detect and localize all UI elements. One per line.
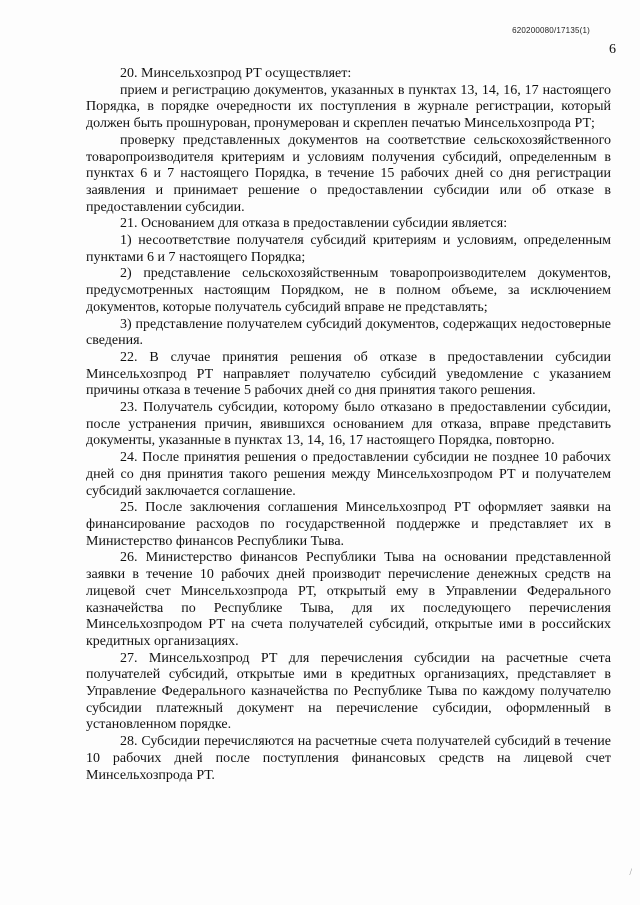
paragraph-26: 26. Министерство финансов Республики Тыва на основании представленной заявки в течение 10 рабочих дней производит перечисление денежных средств на лицевой счет Минсельхозпрода РТ, открытый ему в Управлении Федерального казначейства по Республике Тыва, для их последующего перечисления Минсельхозпродом РТ на счета получателей субсидий, открытые ими в российских кредитных организациях. [86, 550, 611, 649]
scan-mark: / [629, 867, 632, 877]
paragraph-24: 24. После принятия решения о предоставлении субсидии не позднее 10 рабочих дней со дня принятия такого решения между Минсельхозпродом РТ и получателем субсидий заключается соглашение. [86, 450, 611, 499]
paragraph-22: 22. В случае принятия решения об отказе в предоставлении субсидии Минсельхозпрод РТ направляет получателю субсидий уведомление с указанием причины отказа в течение 5 рабочих дней со дня принятия такого решения. [86, 349, 611, 399]
paragraph-21-item-3: 3) представление получателем субсидий документов, содержащих недостоверные сведения. [86, 316, 611, 349]
paragraph-25: 25. После заключения соглашения Минсельхозпрод РТ оформляет заявки на финансирование расходов по государственной поддержке и представляет их в Министерство финансов Республики Тыва. [86, 500, 611, 549]
paragraph-23: 23. Получатель субсидии, которому было отказано в предоставлении субсидии, после устранения причин, явившихся основанием для отказа, вправе представить документы, указанные в пунктах 13, 14, 16, 17 настоящего Порядка, повторно. [86, 400, 611, 449]
paragraph-27: 27. Минсельхозпрод РТ для перечисления субсидии на расчетные счета получателей субсидий, открытые ими в кредитных организациях, представляет в Управление Федерального казначейства по Республике Тыва по каждому получателю субсидии платежный документ на перечисление субсидии, оформленный в установленном порядке. [86, 650, 611, 733]
paragraph-21-item-1: 1) несоответствие получателя субсидий критериям и условиям, определенным пунктами 6 и 7 настоящего Порядка; [86, 233, 611, 265]
document-code: 620200080/17135(1) [512, 26, 590, 35]
paragraph-20-item-2: проверку представленных документов на соответствие сельскохозяйственного товаропроизводителя критериям и условиям получения субсидий, определенным в пунктах 6 и 7 настоящего Порядка, в течение 15 рабочих дней со дня регистрации заявления и принимает решение о предоставлении субсидии или об отказе в предоставлении субсидии. [86, 132, 611, 215]
page-number: 6 [609, 42, 616, 57]
paragraph-21-item-2: 2) представление сельскохозяйственным товаропроизводителем документов, предусмотренных настоящим Порядком, не в полном объеме, за исключением документов, которые получатель субсидий вправе не представлять; [86, 266, 611, 315]
document-body [86, 66, 611, 784]
paragraph-21: 21. Основанием для отказа в предоставлении субсидии является: [120, 216, 508, 232]
paragraph-20-item-1: прием и регистрацию документов, указанных в пунктах 13, 14, 16, 17 настоящего Порядка, в порядке очередности их поступления в журнале регистрации, который должен быть прошнурован, пронумерован и скреплен печатью Минсельхозпрода РТ; [86, 82, 611, 132]
paragraph-28: 28. Субсидии перечисляются на расчетные счета получателей субсидий в течение 10 рабочих дней после поступления финансовых средств на лицевой счет Минсельхозпрода РТ. [86, 734, 611, 783]
paragraph-20: 20. Минсельхозпрод РТ осуществляет: [120, 66, 352, 81]
